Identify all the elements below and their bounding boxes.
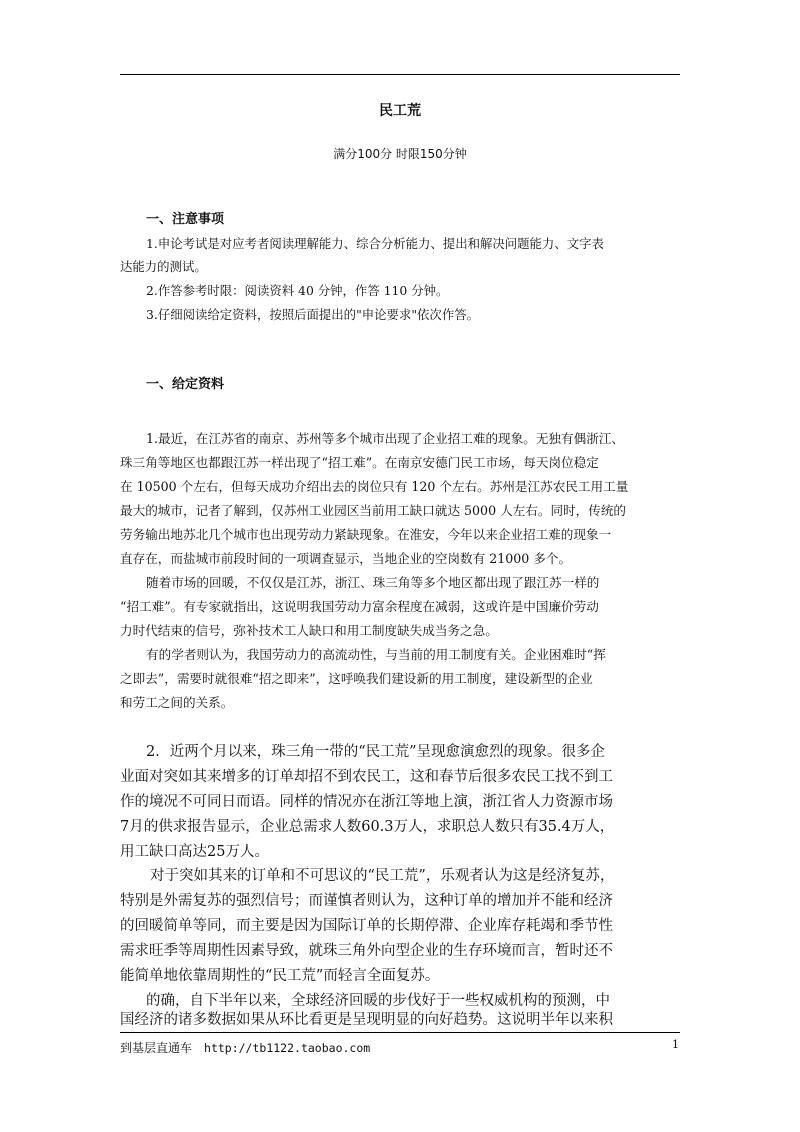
exam-info: 满分100分 时限150分钟 bbox=[333, 147, 467, 161]
material-line: 2．近两个月以来，珠三角一带的“民工荒”呈现愈演愈烈的现象。很多企 bbox=[146, 744, 606, 760]
notice-heading: 一、注意事项 bbox=[146, 212, 225, 227]
material-line: 用工缺口高达25万人。 bbox=[120, 844, 269, 860]
material-line: 的确，自下半年以来，全球经济回暖的步伐好于一些权威机构的预测，中 bbox=[146, 993, 610, 1009]
page-number: 1 bbox=[672, 1038, 679, 1051]
material-line: 劳务输出地苏北几个城市也出现劳动力紧缺现象。在淮安，今年以来企业招工难的现象一 bbox=[120, 527, 612, 542]
material-line: 1.最近，在江苏省的南京、苏州等多个城市出现了企业招工难的现象。无独有偶浙江、 bbox=[146, 431, 624, 446]
notice-line: 2.作答参考时限：阅读资料 40 分钟，作答 110 分钟。 bbox=[146, 283, 449, 298]
material-line: 7月的供求报告显示，企业总需求人数60.3万人，求职总人数只有35.4万人， bbox=[120, 819, 615, 835]
material-line: 的回暖简单等同，而主要是因为国际订单的长期停滞、企业库存耗竭和季节性 bbox=[120, 918, 613, 934]
footer-rule bbox=[120, 1032, 680, 1033]
material-line: “招工难”。有专家就指出，这说明我国劳动力富余程度在减弱，这或许是中国廉价劳动 bbox=[120, 599, 599, 614]
notice-line: 3.仔细阅读给定资料，按照后面提出的"申论要求"依次作答。 bbox=[146, 307, 479, 322]
material-line: 最大的城市，记者了解到，仅苏州工业园区当前用工缺口就达 5000 人左右。同时，传统的 bbox=[120, 503, 627, 518]
material-line: 特别是外需复苏的强烈信号；而谨慎者则认为，这种订单的增加并不能和经济 bbox=[120, 893, 613, 909]
material-line: 业面对突如其来增多的订单却招不到农民工，这和春节后很多农民工找不到工 bbox=[120, 769, 613, 785]
material-line: 有的学者则认为，我国劳动力的高流动性，与当前的用工制度有关。企业困难时“挥 bbox=[146, 647, 606, 662]
material-line: 在 10500 个左右，但每天成功介绍出去的岗位只有 120 个左右。苏州是江苏农民工用工量 bbox=[120, 479, 629, 494]
material-line: 和劳工之间的关系。 bbox=[120, 695, 234, 710]
materials-heading: 一、给定资料 bbox=[146, 377, 225, 392]
material-line: 珠三角等地区也都跟江苏一样出现了“招工难”。在南京安德门民工市场，每天岗位稳定 bbox=[120, 455, 599, 470]
material-line: 作的境况不可同日而语。同样的情况亦在浙江等地上演，浙江省人力资源市场 bbox=[120, 794, 613, 810]
footer bbox=[120, 1040, 370, 1056]
header-rule bbox=[120, 74, 680, 75]
notice-line: 达能力的测试。 bbox=[120, 259, 207, 274]
material-line: 力时代结束的信号，弥补技术工人缺口和用工制度缺失成当务之急。 bbox=[120, 623, 498, 638]
material-line: 对于突如其来的订单和不可思议的“民工荒”，乐观者认为这是经济复苏， bbox=[150, 868, 615, 884]
material-line: 能简单地依靠周期性的“民工荒”而轻言全面复苏。 bbox=[120, 968, 440, 984]
footer-site-name: 到基层直通车 bbox=[120, 1041, 193, 1055]
material-line: 直存在，而盐城市前段时间的一项调查显示，当地企业的空岗数有 21000 多个。 bbox=[120, 551, 572, 566]
footer-url: http://tb1122.taobao.com bbox=[204, 1041, 371, 1055]
document-title: 民工荒 bbox=[379, 103, 421, 119]
material-line: 随着市场的回暖，不仅仅是江苏，浙江、珠三角等多个地区都出现了跟江苏一样的 bbox=[146, 575, 600, 590]
material-line: 之即去”，需要时就很难“招之即来”，这呼唤我们建设新的用工制度，建设新型的企业 bbox=[120, 671, 593, 686]
material-line: 国经济的诸多数据如果从环比看更是呈现明显的向好趋势。这说明半年以来积 bbox=[120, 1012, 613, 1028]
notice-line: 1.申论考试是对应考者阅读理解能力、综合分析能力、提出和解决问题能力、文字表 bbox=[146, 236, 604, 251]
material-line: 需求旺季等周期性因素导致，就珠三角外向型企业的生存环境而言，暂时还不 bbox=[120, 943, 613, 959]
